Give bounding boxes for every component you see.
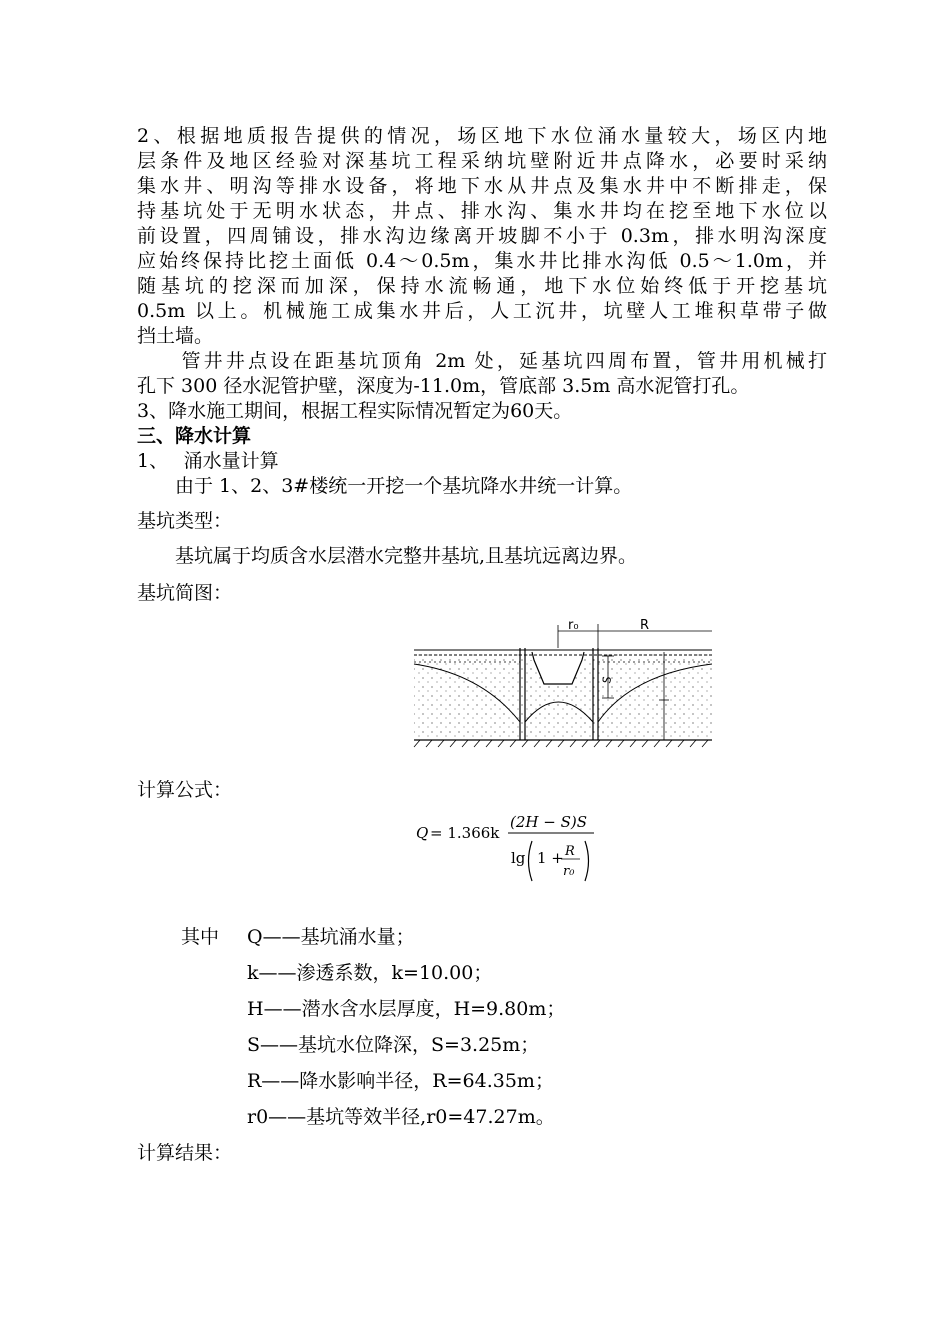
- para3: 3、降水施工期间，根据工程实际情况暂定为60天。: [137, 400, 573, 422]
- para1-line-6: 应始终保持比挖土面低 0.4～0.5m，集水井比排水沟低 0.5～1.0m，并: [137, 250, 827, 272]
- pit-type-text: 基坑属于均质含水层潜水完整井基坑,且基坑远离边界。: [137, 545, 638, 567]
- para1-line-2: 层条件及地区经验对深基坑工程采纳坑壁附近井点降水，必要时采纳: [137, 150, 827, 172]
- para1-line-1: 2、根据地质报告提供的情况，场区地下水位涌水量较大，场区内地: [137, 125, 827, 147]
- para1-line-7: 随基坑的挖深而加深，保持水流畅通，地下水位始终低于开挖基坑: [137, 275, 827, 297]
- para2-line-2: 孔下 300 径水泥管护壁，深度为-11.0m，管底部 3.5m 高水泥管打孔。: [137, 375, 750, 397]
- pit-type-label: 基坑类型：: [137, 510, 233, 532]
- formula-r0: r₀: [563, 864, 575, 879]
- water-inflow-formula: [410, 805, 610, 890]
- formula-one-plus: 1 +: [537, 849, 564, 867]
- var-q: Q——基坑涌水量；: [247, 926, 415, 948]
- s-label: S: [600, 675, 615, 685]
- formula-coef: = 1.366k: [430, 824, 500, 842]
- para1-line-3: 集水井、明沟等排水设备，将地下水从井点及集水井中不断排走，保: [137, 175, 827, 197]
- para1-line-9: 挡土墙。: [137, 325, 214, 347]
- para2-line-1: 管井井点设在距基坑顶角 2m 处，延基坑四周布置，管井用机械打: [137, 350, 827, 372]
- formula-label: 计算公式：: [137, 779, 233, 801]
- formula-R: R: [565, 844, 575, 859]
- section-title: 三、降水计算: [137, 425, 252, 447]
- var-s: S——基坑水位降深，S=3.25m；: [247, 1034, 540, 1056]
- result-label: 计算结果：: [137, 1142, 233, 1164]
- var-r0: r0——基坑等效半径,r0=47.27m。: [247, 1106, 555, 1128]
- formula-q: Q: [416, 824, 429, 842]
- para1-line-8: 0.5m 以上。机械施工成集水井后，人工沉井，坑壁人工堆积草带子做: [137, 300, 827, 322]
- var-k: k——渗透系数，k=10.00；: [247, 962, 493, 984]
- sketch-label: 基坑简图：: [137, 582, 233, 604]
- r0-label: r₀: [568, 618, 579, 633]
- subsection-text: 由于 1、2、3#楼统一开挖一个基坑降水井统一计算。: [137, 475, 633, 497]
- where-label: 其中: [181, 926, 220, 948]
- R-label: R: [640, 618, 650, 633]
- var-r: R——降水影响半径，R=64.35m；: [247, 1070, 554, 1092]
- para1-line-4: 持基坑处于无明水状态，井点、排水沟、集水井均在挖至地下水位以: [137, 200, 827, 222]
- var-h: H——潜水含水层厚度，H=9.80m；: [247, 998, 566, 1020]
- pit-sketch-diagram: [412, 612, 712, 748]
- subsection-title: 1、 涌水量计算: [137, 450, 279, 472]
- formula-numerator: (2H − S)S: [510, 813, 587, 831]
- para1-line-5: 前设置，四周铺设，排水沟边缘离开坡脚不小于 0.3m，排水明沟深度: [137, 225, 827, 247]
- formula-lg: lg: [511, 849, 526, 867]
